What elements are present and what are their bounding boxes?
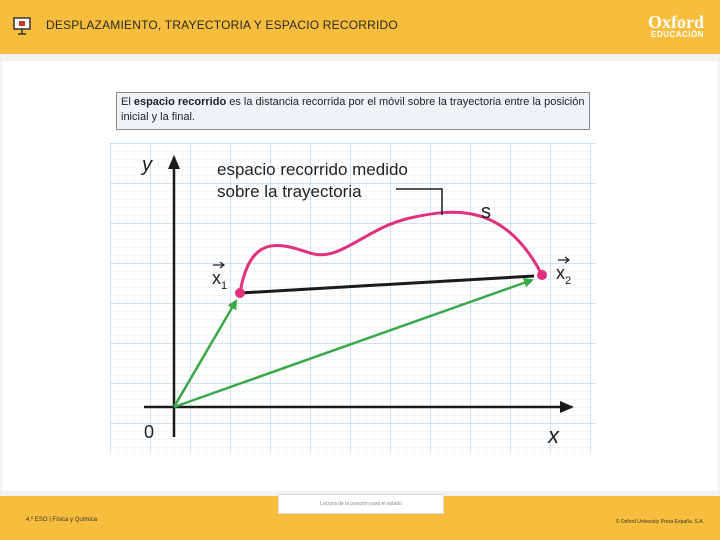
oxford-logo bbox=[648, 14, 704, 39]
definition-suffix: es la distancia recorrida por el móvil sobre la trayectoria entre la posición inicial y la final. bbox=[121, 96, 585, 123]
x2-subscript: 2 bbox=[565, 275, 572, 287]
initial-point bbox=[235, 288, 245, 298]
y-axis-label: y bbox=[142, 154, 152, 176]
definition-box bbox=[116, 92, 590, 130]
presentation-icon bbox=[12, 16, 32, 36]
final-point bbox=[537, 270, 547, 280]
x2-letter: x bbox=[556, 263, 565, 283]
logo-line2: EDUCACIÓN bbox=[651, 30, 704, 39]
x1-subscript: 1 bbox=[221, 280, 228, 292]
origin-label: 0 bbox=[144, 422, 155, 442]
x-axis-label: x bbox=[548, 423, 559, 448]
page-title: DESPLAZAMIENTO, TRAYECTORIA Y ESPACIO RECORRIDO bbox=[46, 18, 398, 32]
header-bar bbox=[0, 0, 720, 54]
definition-term: espacio recorrido bbox=[133, 96, 227, 108]
footer-copyright: © Oxford University Press España, S.A. bbox=[615, 519, 704, 525]
footer-course: 4.º ESO | Física y Química bbox=[26, 517, 98, 523]
trajectory-figure bbox=[110, 143, 596, 453]
caption-box: Lectura de la posición para el estado bbox=[278, 494, 444, 514]
definition-prefix: El bbox=[121, 96, 134, 108]
annotation-line1: espacio recorrido medido bbox=[217, 160, 408, 179]
logo-line1: Oxford bbox=[648, 12, 704, 32]
s-label: s bbox=[481, 201, 491, 223]
annotation-line2: sobre la trayectoria bbox=[217, 182, 362, 201]
x1-letter: x bbox=[212, 268, 221, 288]
